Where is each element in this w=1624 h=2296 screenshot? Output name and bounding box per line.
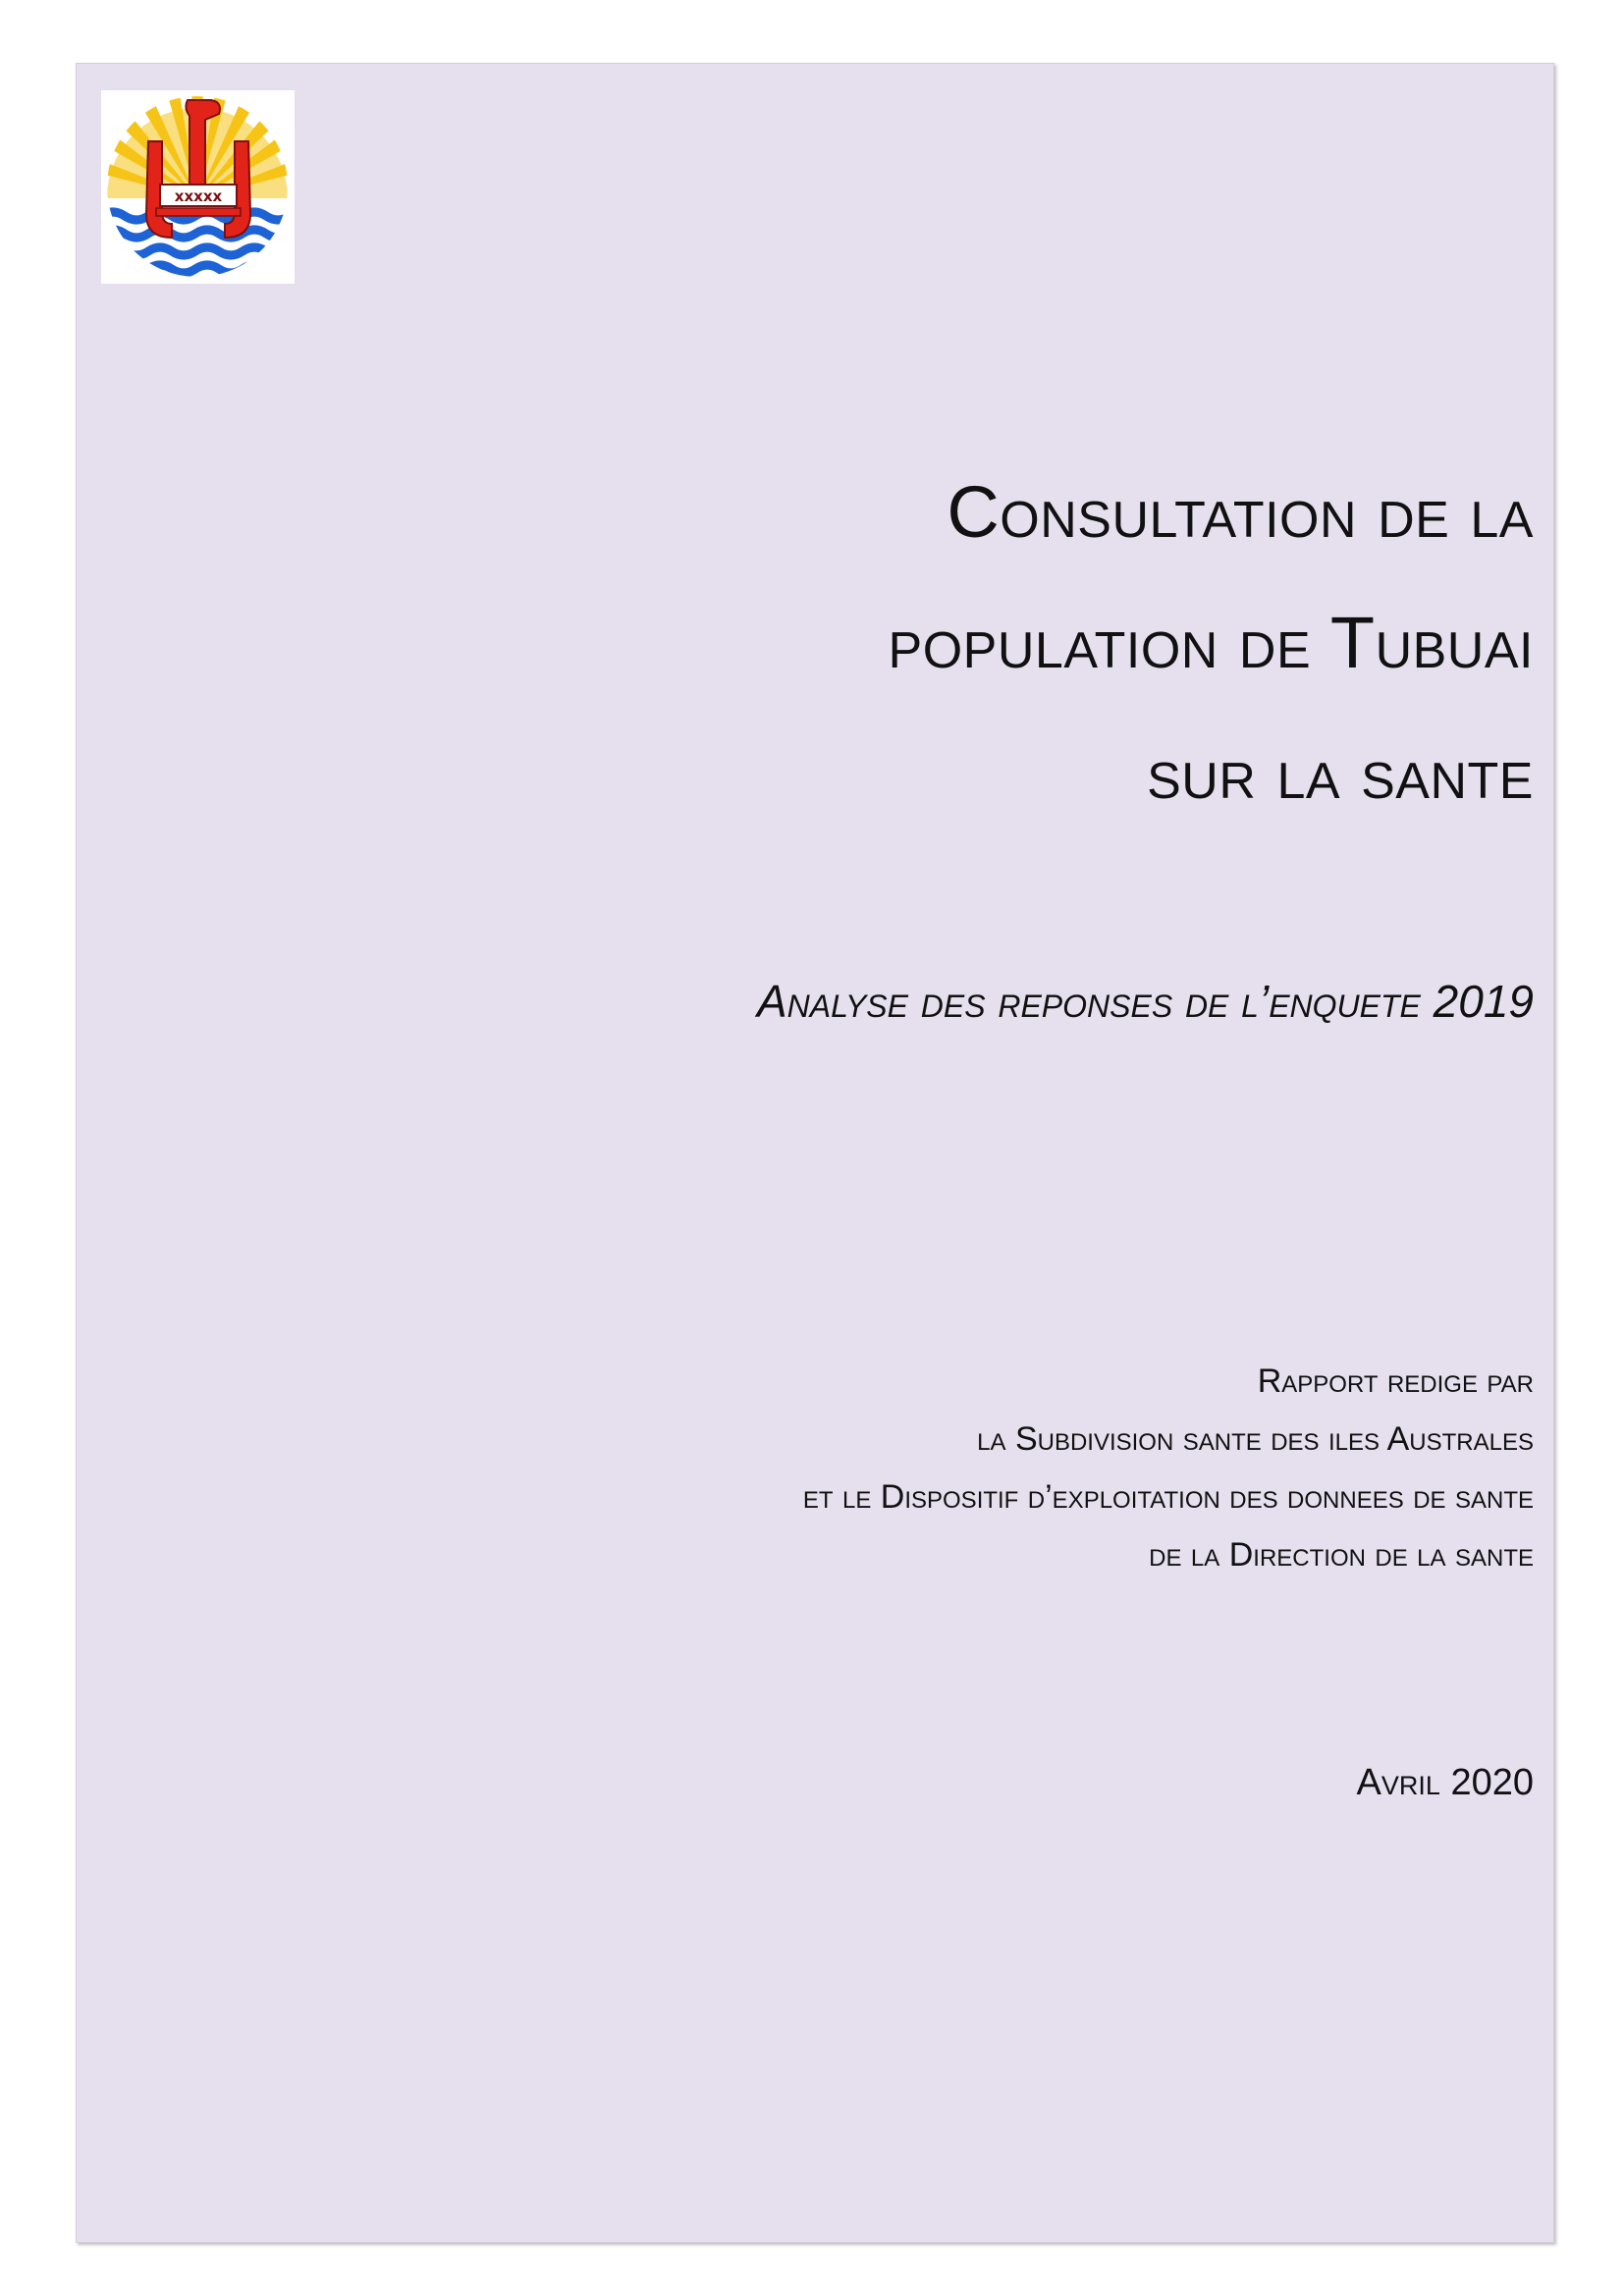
title-line-3: sur la sante: [1147, 732, 1534, 814]
cover-panel: [76, 63, 1554, 2243]
document-subtitle: Analyse des reponses de l’enquete 2019: [756, 976, 1534, 1027]
authors-block: [803, 1353, 1534, 1584]
coat-of-arms-logo: [101, 90, 295, 284]
publication-date: Avril 2020: [1356, 1762, 1534, 1803]
authors-line-3: et le Dispositif d’exploitation des donnees de sante: [802, 1478, 1534, 1516]
authors-line-1: Rapport redige par: [1257, 1362, 1534, 1400]
svg-text:xxxxx: xxxxx: [174, 187, 223, 205]
title-line-1: Consultation de la: [947, 471, 1534, 553]
document-title: [889, 447, 1534, 838]
authors-line-4: de la Direction de la sante: [1149, 1536, 1534, 1574]
title-line-2: population de Tubuai: [888, 602, 1534, 683]
coat-of-arms-icon: [101, 90, 295, 284]
authors-line-2: la Subdivision sante des iles Australes: [977, 1420, 1534, 1458]
